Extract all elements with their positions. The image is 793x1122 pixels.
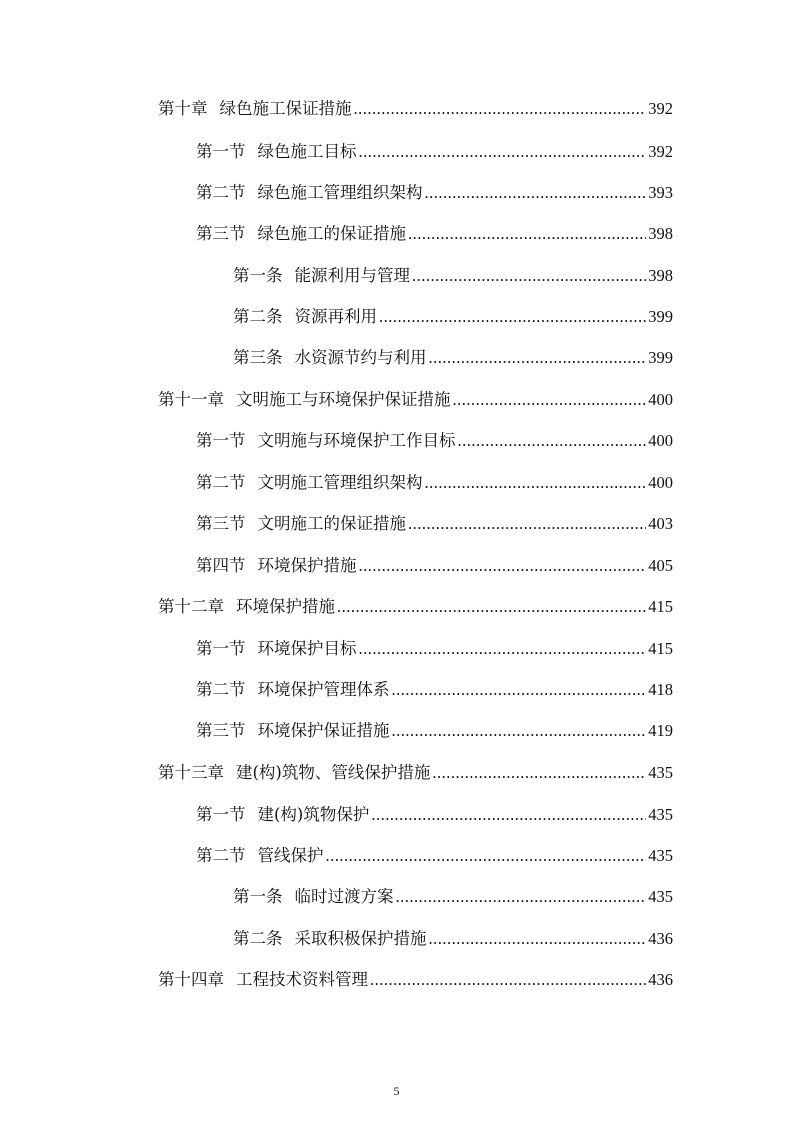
toc-entry-title: 环境保护管理体系 (257, 680, 390, 699)
dot-leader (371, 803, 646, 827)
dot-leader (412, 264, 646, 288)
toc-entry-title: 管线保护 (257, 846, 324, 865)
toc-entry[interactable] (196, 844, 673, 868)
toc-entry-title: 能源利用与管理 (294, 266, 410, 285)
toc-entry-page: 400 (648, 390, 673, 409)
dot-leader (337, 595, 646, 619)
toc-entry-number: 第三节 (196, 224, 246, 243)
toc-entry-page: 400 (648, 431, 673, 450)
toc-entry-number: 第十三章 (158, 763, 224, 782)
toc-entry-number: 第一节 (196, 639, 246, 658)
toc-entry-title: 绿色施工保证措施 (219, 99, 352, 118)
toc-entry-title: 工程技术资料管理 (236, 970, 368, 989)
toc-entry-page: 418 (648, 680, 673, 699)
dot-leader (408, 222, 646, 246)
toc-entry-number: 第二条 (233, 929, 283, 948)
toc-entry-number: 第二节 (196, 473, 246, 492)
toc-entry[interactable] (158, 388, 673, 412)
toc-entry-page: 398 (648, 224, 673, 243)
dot-leader (425, 181, 647, 205)
dot-leader (379, 305, 646, 329)
toc-entry-title: 建(构)筑物保护 (257, 805, 370, 824)
toc-entry-page: 399 (648, 348, 673, 367)
toc-entry[interactable] (233, 927, 673, 951)
toc-entry[interactable] (196, 512, 673, 536)
dot-leader (354, 97, 647, 121)
toc-entry-number: 第十章 (158, 99, 208, 118)
toc-entry-title: 文明施工与环境保护保证措施 (236, 390, 451, 409)
toc-entry-title: 绿色施工的保证措施 (257, 224, 406, 243)
toc-entry-page: 400 (648, 473, 673, 492)
toc-entry[interactable] (158, 761, 673, 785)
toc-entry-title: 环境保护措施 (236, 597, 335, 616)
toc-entry-number: 第一节 (196, 431, 246, 450)
toc-entry-number: 第一节 (196, 805, 246, 824)
toc-entry-page: 403 (648, 514, 673, 533)
dot-leader (429, 927, 647, 951)
toc-entry-number: 第十四章 (158, 970, 224, 989)
toc-entry[interactable] (196, 181, 673, 205)
toc-entry-page: 399 (648, 307, 673, 326)
toc-entry-title: 绿色施工目标 (257, 142, 357, 161)
toc-entry-number: 第二节 (196, 680, 246, 699)
toc-entry[interactable] (196, 803, 673, 827)
toc-entry-title: 环境保护措施 (257, 556, 357, 575)
toc-entry-page: 436 (648, 970, 673, 989)
toc-entry-number: 第二节 (196, 183, 246, 202)
page-number: 5 (393, 1084, 400, 1098)
toc-entry-number: 第四节 (196, 556, 246, 575)
toc-entry[interactable] (196, 554, 673, 578)
toc-entry-title: 建(构)筑物、管线保护措施 (236, 763, 431, 782)
toc-entry[interactable] (233, 264, 673, 288)
toc-entry-number: 第一条 (233, 266, 283, 285)
dot-leader (326, 844, 647, 868)
toc-entry-page: 393 (648, 183, 673, 202)
dot-leader (425, 471, 647, 495)
toc-entry-number: 第二节 (196, 846, 246, 865)
toc-entry[interactable] (196, 678, 673, 702)
dot-leader (392, 719, 647, 743)
toc-entry-page: 419 (648, 721, 673, 740)
toc-entry-title: 文明施与环境保护工作目标 (257, 431, 456, 450)
dot-leader (396, 885, 647, 909)
dot-leader (458, 429, 647, 453)
dot-leader (453, 388, 647, 412)
toc-entry-title: 临时过渡方案 (294, 887, 394, 906)
toc-entry[interactable] (196, 719, 673, 743)
dot-leader (432, 761, 646, 785)
dot-leader (408, 512, 646, 536)
toc-entry-title: 采取积极保护措施 (294, 929, 427, 948)
toc-entry-title: 环境保护保证措施 (257, 721, 390, 740)
toc-entry[interactable] (196, 471, 673, 495)
toc-entry-page: 435 (648, 805, 673, 824)
toc-entry[interactable] (196, 222, 673, 246)
dot-leader (370, 968, 646, 992)
toc-entry-title: 文明施工管理组织架构 (257, 473, 423, 492)
dot-leader (392, 678, 647, 702)
toc-entry-number: 第十一章 (158, 390, 224, 409)
toc-entry-title: 环境保护目标 (257, 639, 357, 658)
toc-entry-number: 第一条 (233, 887, 283, 906)
toc-entry[interactable] (233, 885, 673, 909)
dot-leader (429, 346, 647, 370)
toc-entry[interactable] (233, 346, 673, 370)
toc-entry-page: 405 (648, 556, 673, 575)
toc-entry-number: 第十二章 (158, 597, 224, 616)
toc-entry[interactable] (196, 140, 673, 164)
toc-entry-page: 436 (648, 929, 673, 948)
toc-entry-page: 415 (648, 597, 673, 616)
toc-entry-title: 文明施工的保证措施 (257, 514, 406, 533)
toc-entry-page: 435 (648, 763, 673, 782)
toc-entry-page: 398 (648, 266, 673, 285)
toc-entry-page: 415 (648, 639, 673, 658)
toc-entry-number: 第三条 (233, 348, 283, 367)
toc-entry[interactable] (158, 97, 673, 121)
toc-entry[interactable] (158, 968, 673, 992)
toc-entry[interactable] (196, 637, 673, 661)
toc-entry[interactable] (158, 595, 673, 619)
toc-entry-page: 392 (648, 142, 673, 161)
toc-entry-title: 绿色施工管理组织架构 (257, 183, 423, 202)
toc-entry-number: 第三节 (196, 514, 246, 533)
toc-entry-number: 第一节 (196, 142, 246, 161)
toc-entry-title: 水资源节约与利用 (294, 348, 427, 367)
toc-entry-title: 资源再利用 (294, 307, 377, 326)
dot-leader (359, 554, 647, 578)
toc-entry-page: 392 (648, 99, 673, 118)
toc-entry-number: 第二条 (233, 307, 283, 326)
toc-entry[interactable] (196, 429, 673, 453)
toc-entry[interactable] (233, 305, 673, 329)
dot-leader (359, 637, 647, 661)
toc-entry-page: 435 (648, 846, 673, 865)
toc-entry-page: 435 (648, 887, 673, 906)
toc-entry-number: 第三节 (196, 721, 246, 740)
dot-leader (359, 140, 647, 164)
